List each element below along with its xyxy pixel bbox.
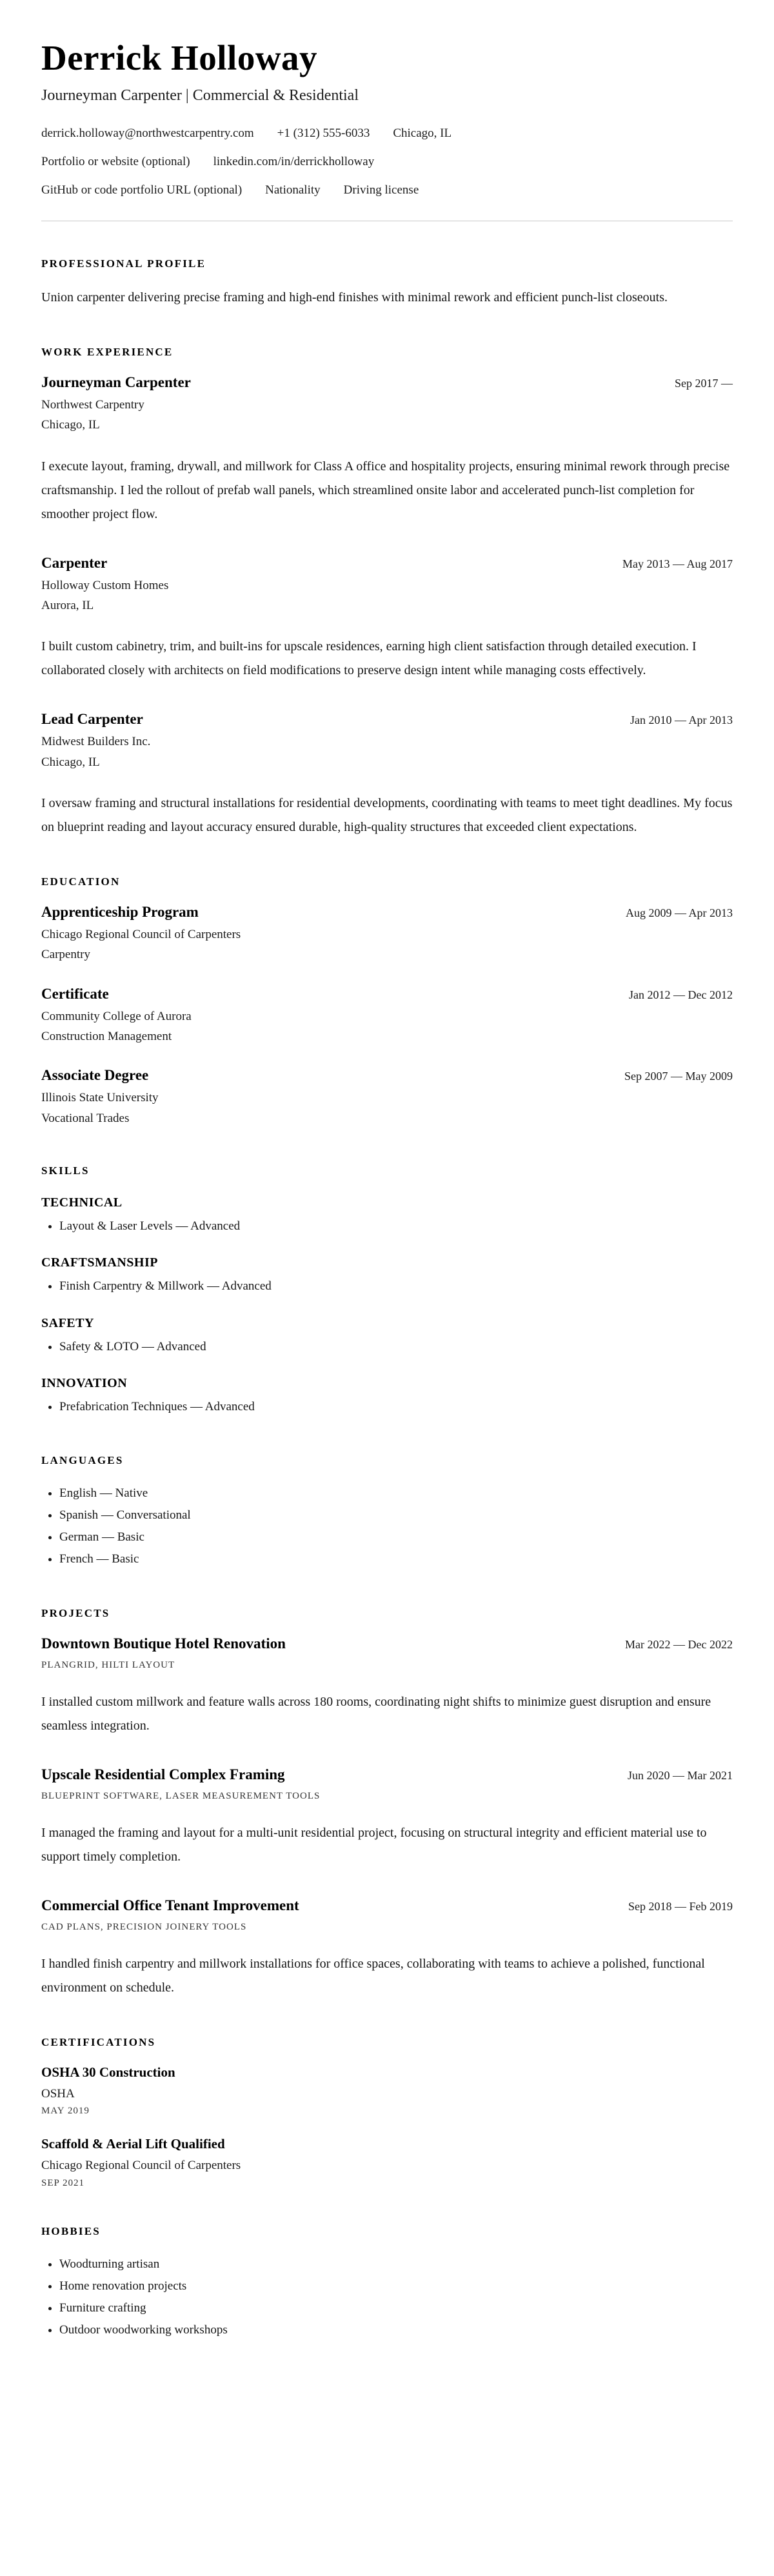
project-entry <box>41 1897 733 2000</box>
section-certifications <box>41 2036 733 2189</box>
skill-category <box>41 1316 733 1358</box>
job-role: Carpenter <box>41 554 108 571</box>
project-description: I managed the framing and layout for a multi-unit residential project, focusing on structural integrity and efficient material use to support timely completion. <box>41 1825 707 1864</box>
project-entry <box>41 1766 733 1869</box>
project-name: Commercial Office Tenant Improvement <box>41 1897 299 1913</box>
education-school: Chicago Regional Council of Carpenters <box>41 928 241 942</box>
certification-entry <box>41 2064 733 2117</box>
job-entry <box>41 711 733 839</box>
contact-row-3 <box>41 183 733 197</box>
skill-item: • Prefabrication Techniques — Advanced <box>59 1396 733 1418</box>
job-header <box>41 711 733 732</box>
job-entry <box>41 374 733 526</box>
education-school: Illinois State University <box>41 1091 159 1105</box>
nationality-placeholder-text: Nationality <box>265 183 321 197</box>
section-hobbies <box>41 2225 733 2342</box>
driving-license-placeholder-text: Driving license <box>343 183 419 197</box>
job-location: Chicago, IL <box>41 418 100 432</box>
portfolio-placeholder-text: Portfolio or website (optional) <box>41 155 190 168</box>
project-name: Upscale Residential Complex Framing <box>41 1766 285 1782</box>
skill-item: • Layout & Laser Levels — Advanced <box>59 1215 733 1237</box>
person-name: Derrick Holloway <box>41 38 318 77</box>
project-header <box>41 1635 733 1656</box>
hobby-item: • Outdoor woodworking workshops <box>59 2319 733 2341</box>
project-tools: CAD PLANS, PRECISION JOINERY TOOLS <box>41 1921 247 1932</box>
project-header <box>41 1766 733 1787</box>
education-entry <box>41 904 733 965</box>
education-header <box>41 1067 733 1088</box>
hobby-item: • Woodturning artisan <box>59 2253 733 2275</box>
section-skills <box>41 1164 733 1418</box>
section-professional-profile <box>41 257 733 310</box>
job-header <box>41 374 733 395</box>
project-tools: BLUEPRINT SOFTWARE, LASER MEASUREMENT TOOLS <box>41 1790 321 1801</box>
education-field: Construction Management <box>41 1030 172 1044</box>
project-dates: Jun 2020 — Mar 2021 <box>628 1768 733 1782</box>
job-company: Northwest Carpentry <box>41 398 144 412</box>
project-header <box>41 1897 733 1918</box>
skill-category <box>41 1195 733 1237</box>
section-title-profile: PROFESSIONAL PROFILE <box>41 257 206 270</box>
education-header <box>41 986 733 1006</box>
skill-list <box>41 1215 733 1237</box>
hobby-item: • Home renovation projects <box>59 2275 733 2297</box>
skill-category-name: SAFETY <box>41 1315 94 1330</box>
hobby-list <box>41 2253 733 2342</box>
certification-name: OSHA 30 Construction <box>41 2064 175 2080</box>
contact-row-1 <box>41 126 733 141</box>
skill-list <box>41 1336 733 1358</box>
language-item: • English — Native <box>59 1483 733 1504</box>
section-title-certifications: CERTIFICATIONS <box>41 2035 156 2048</box>
job-role: Lead Carpenter <box>41 711 143 728</box>
skill-list <box>41 1275 733 1297</box>
skill-list <box>41 1396 733 1418</box>
github-placeholder-text: GitHub or code portfolio URL (optional) <box>41 183 243 197</box>
section-title-education: EDUCATION <box>41 875 121 888</box>
job-dates: May 2013 — Aug 2017 <box>622 557 733 570</box>
certification-date: MAY 2019 <box>41 2106 90 2117</box>
job-location: Chicago, IL <box>41 755 100 769</box>
job-description: I oversaw framing and structural installations for residential developments, coordinating with teams to meet tight deadlines. My focus on blueprint reading and layout accuracy ensured durable, high-quality structures that exceeded client expectations. <box>41 796 733 835</box>
section-title-projects: PROJECTS <box>41 1606 110 1619</box>
certification-issuer: Chicago Regional Council of Carpenters <box>41 2159 241 2173</box>
project-dates: Sep 2018 — Feb 2019 <box>628 1899 733 1913</box>
phone-text: +1 (312) 555-6033 <box>277 126 370 140</box>
profile-text: Union carpenter delivering precise framing and high-end finishes with minimal rework and efficient punch-list closeouts. <box>41 290 668 305</box>
project-name: Downtown Boutique Hotel Renovation <box>41 1635 286 1652</box>
section-title-languages: LANGUAGES <box>41 1453 124 1466</box>
section-title-experience: WORK EXPERIENCE <box>41 346 174 358</box>
section-languages <box>41 1454 733 1571</box>
section-work-experience <box>41 346 733 839</box>
language-item: • German — Basic <box>59 1526 733 1548</box>
project-dates: Mar 2022 — Dec 2022 <box>625 1637 733 1651</box>
job-tagline: Journeyman Carpenter | Commercial & Residential <box>41 87 359 104</box>
education-degree: Apprenticeship Program <box>41 904 199 921</box>
skill-category-name: INNOVATION <box>41 1375 128 1390</box>
language-item: • Spanish — Conversational <box>59 1504 733 1526</box>
certification-issuer: OSHA <box>41 2086 75 2101</box>
job-role: Journeyman Carpenter <box>41 374 191 390</box>
job-company: Holloway Custom Homes <box>41 578 169 592</box>
education-field: Vocational Trades <box>41 1111 130 1125</box>
project-description: I handled finish carpentry and millwork installations for office spaces, collaborating with teams to achieve a polished, functional environment on schedule. <box>41 1956 705 1995</box>
email-text: derrick.holloway@northwestcarpentry.com <box>41 126 254 140</box>
education-entry <box>41 1067 733 1128</box>
project-entry <box>41 1635 733 1738</box>
job-dates: Sep 2017 — <box>675 377 733 390</box>
linkedin-text: linkedin.com/in/derrickholloway <box>213 155 375 168</box>
hobby-item: • Furniture crafting <box>59 2297 733 2319</box>
contact-info <box>41 126 733 197</box>
section-title-hobbies: HOBBIES <box>41 2224 101 2237</box>
job-location: Aurora, IL <box>41 599 94 613</box>
education-degree: Certificate <box>41 985 109 1002</box>
section-education <box>41 875 733 1128</box>
contact-row-2 <box>41 155 733 169</box>
education-school: Community College of Aurora <box>41 1009 192 1023</box>
education-entry <box>41 986 733 1047</box>
skill-item: • Safety & LOTO — Advanced <box>59 1336 733 1358</box>
language-list <box>41 1483 733 1571</box>
location-text: Chicago, IL <box>393 126 452 140</box>
education-dates: Jan 2012 — Dec 2012 <box>629 988 733 1001</box>
project-description: I installed custom millwork and feature walls across 180 rooms, coordinating night shifts to minimize guest disruption and ensure seamless integration. <box>41 1694 711 1733</box>
certification-entry <box>41 2136 733 2188</box>
skill-category <box>41 1255 733 1297</box>
education-header <box>41 904 733 924</box>
project-tools: PLANGRID, HILTI LAYOUT <box>41 1659 175 1670</box>
job-dates: Jan 2010 — Apr 2013 <box>630 714 733 727</box>
job-description: I built custom cabinetry, trim, and built-ins for upscale residences, earning high client satisfaction through detailed execution. I collaborated closely with architects on field modifications to preserve design intent while managing costs effectively. <box>41 639 697 678</box>
education-field: Carpentry <box>41 948 90 962</box>
job-header <box>41 555 733 575</box>
education-dates: Sep 2007 — May 2009 <box>624 1070 733 1083</box>
certification-name: Scaffold & Aerial Lift Qualified <box>41 2136 225 2152</box>
skill-category-name: CRAFTSMANSHIP <box>41 1255 158 1270</box>
job-entry <box>41 555 733 683</box>
skill-category-name: TECHNICAL <box>41 1195 123 1210</box>
education-degree: Associate Degree <box>41 1067 149 1084</box>
section-projects <box>41 1607 733 2000</box>
resume-header <box>41 37 733 197</box>
job-description: I execute layout, framing, drywall, and millwork for Class A office and hospitality projects, ensuring minimal rework through precise craftsmanship. I led the rollout of prefab wall panels, which streamlined onsite labor and accelerated punch-list completion for smoother project flow. <box>41 459 730 521</box>
language-item: • French — Basic <box>59 1548 733 1570</box>
certification-date: SEP 2021 <box>41 2177 85 2188</box>
job-company: Midwest Builders Inc. <box>41 735 151 749</box>
education-dates: Aug 2009 — Apr 2013 <box>626 906 733 920</box>
skill-item: • Finish Carpentry & Millwork — Advanced <box>59 1275 733 1297</box>
section-title-skills: SKILLS <box>41 1164 90 1177</box>
skill-category <box>41 1376 733 1418</box>
